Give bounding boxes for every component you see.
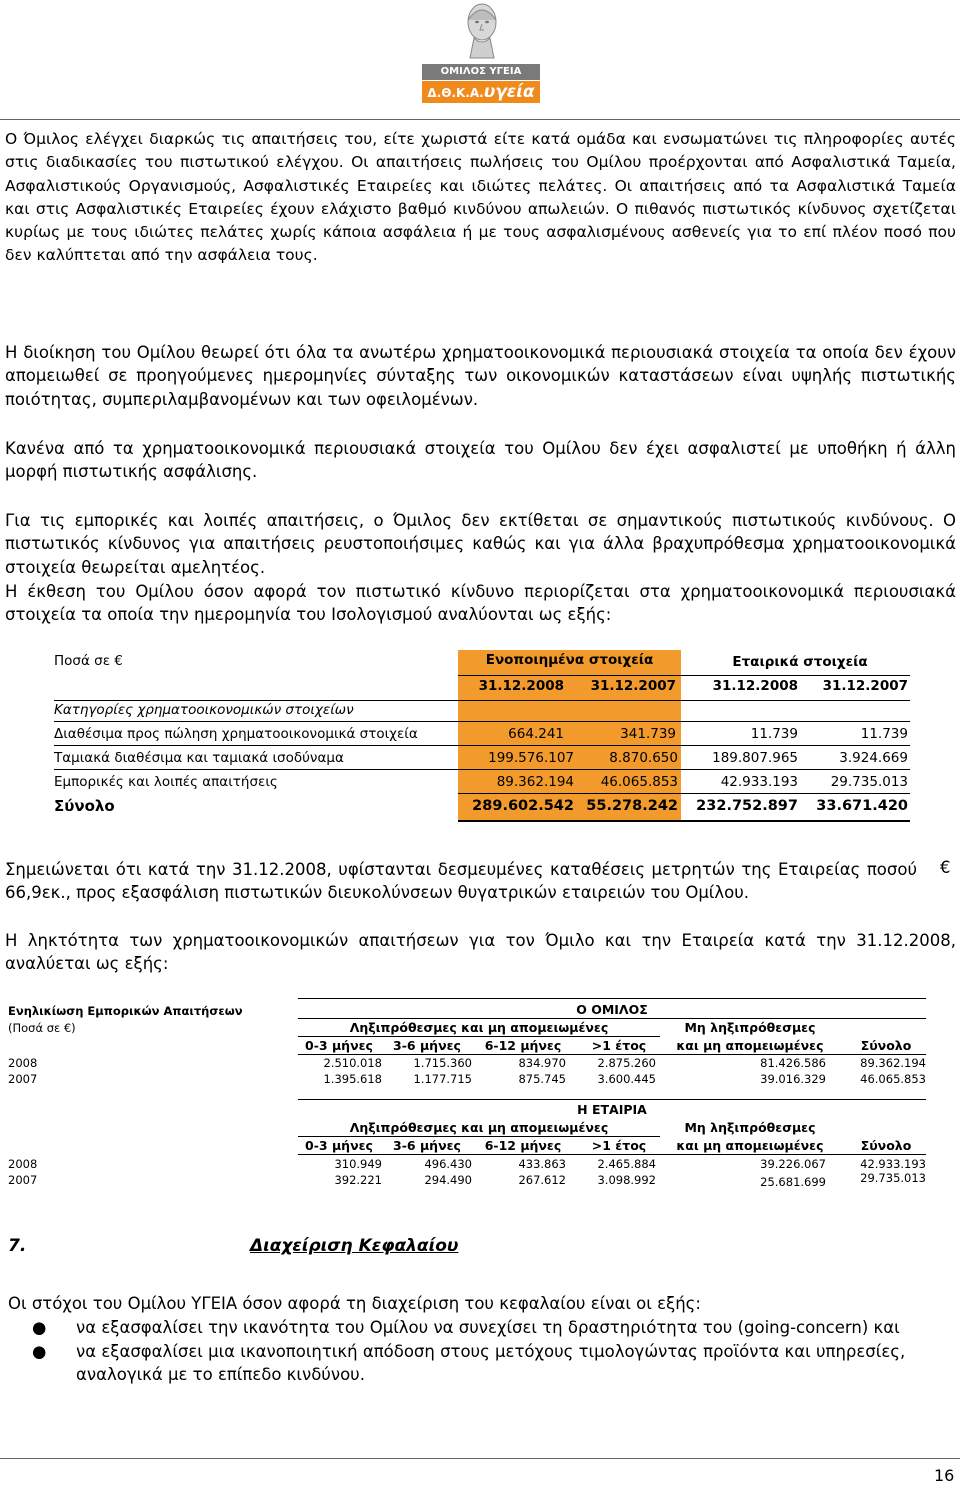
bucket-0-3: 0-3 μήνες (305, 1138, 373, 1153)
total-val-4: 33.671.420 (816, 798, 908, 814)
not-overdue-header-l1: Μη ληξιπρόθεσμες (684, 1020, 816, 1035)
c2007-not-overdue: 25.681.699 (760, 1175, 826, 1189)
total-header: Σύνολο (860, 1038, 912, 1053)
row-divider (54, 745, 910, 746)
g2008-b2: 1.715.360 (413, 1056, 472, 1070)
row-label-receivables: Εμπορικές και λοιπές απαιτήσεις (54, 774, 278, 790)
total-overline (458, 793, 910, 794)
bucket-6-12: 6-12 μήνες (484, 1038, 562, 1053)
group-topline (298, 998, 926, 999)
c2008-b1: 310.949 (334, 1157, 382, 1171)
aging-amounts-label: (Ποσά σε €) (8, 1021, 76, 1035)
bucket-3-6: 3-6 μήνες (393, 1138, 461, 1153)
row-rec-val-1: 89.362.194 (496, 774, 574, 790)
bullet-icon: ● (32, 1318, 47, 1337)
section-title: Διαχείριση Κεφαλαίου (250, 1236, 459, 1256)
row-rec-val-4: 29.735.013 (830, 774, 908, 790)
section-number: 7. (8, 1236, 27, 1256)
logo-brand-line2 (422, 81, 540, 103)
bullet-item-2: να εξασφαλίσει μια ικανοποιητική απόδοση στους μετόχους τιμολογώντας προϊόντα και υπηρεσίες, αναλογικά με το επίπεδο κινδύνου. (76, 1342, 906, 1385)
c2008-total: 42.933.193 (860, 1157, 926, 1171)
not-overdue-header-l1: Μη ληξιπρόθεσμες (684, 1120, 816, 1135)
paragraph-credit-control: Ο Όμιλος ελέγχει διαρκώς τις απαιτήσεις του, είτε χωριστά είτε κατά ομάδα και ενσωματώνει τις πληροφορίες αυτές στις διαδικασίες του πιστωτικού ελέγχου. Οι απαιτήσεις πωλήσεις του Ομίλου προέρχονται από Ασφαλιστικά Ταμεία, Ασφαλιστικούς Οργανισμούς, Ασφαλιστικές Εταιρείες και ιδιώτες πελάτες. Οι απαιτήσεις από τα Ασφαλιστικά Ταμεία και στις Ασφαλιστικές Εταιρείες έχουν ελάχιστο βαθμό κινδύνου απωλειών. Ο πιθανός πιστωτικός κίνδυνος σχετίζεται κυρίως με τους ιδιώτες πελάτες χωρίς κάποια ασφάλεια ή με τους ασφαλισμένους ασθενείς για το επί πλέον ποσό που δεν καλύπτεται από την ασφάλεια τους. (5, 130, 956, 265)
row-cash-val-4: 3.924.669 (839, 750, 908, 766)
paragraph-no-collateral: Κανένα από τα χρηματοοικονομικά περιουσιακά στοιχεία του Ομίλου δεν έχει ασφαλιστεί με υποθήκη ή άλλη μορφή πιστωτικής ασφάλισης. (5, 439, 956, 482)
c2007-b3: 267.612 (518, 1173, 566, 1187)
row-cash-val-3: 189.807.965 (712, 750, 798, 766)
row-cash-val-1: 199.576.107 (488, 750, 574, 766)
row-divider (54, 769, 910, 770)
company-header: Εταιρικά στοιχεία (732, 654, 868, 670)
g2008-total: 89.362.194 (860, 1056, 926, 1070)
bullet-icon: ● (32, 1342, 47, 1361)
total-val-1: 289.602.542 (472, 798, 574, 814)
c2008-b2: 496.430 (424, 1157, 472, 1171)
year-2007: 2007 (8, 1072, 38, 1086)
c2008-not-overdue: 39.226.067 (760, 1157, 826, 1171)
g2007-b4: 3.600.445 (597, 1072, 656, 1086)
year-2008: 2008 (8, 1056, 38, 1070)
row-cash-val-2: 8.870.650 (609, 750, 678, 766)
row-afs-val-4: 11.739 (860, 726, 908, 742)
bullet-item-1: να εξασφαλίσει την ικανότητα του Ομίλου να συνεχίσει τη δραστηριότητα του (going-concern) και (76, 1318, 900, 1337)
total-val-2: 55.278.242 (586, 798, 678, 814)
bucket-over-1y: >1 έτος (591, 1038, 647, 1053)
c2007-b2: 294.490 (424, 1173, 472, 1187)
col-date-2: 31.12.2007 (590, 678, 676, 694)
euro-sign: € (940, 858, 951, 877)
company-logo (422, 0, 540, 104)
category-label: Κατηγορίες χρηματοοικονομικών στοιχείων (54, 702, 354, 718)
page-number: 16 (934, 1466, 955, 1485)
bucket-0-3: 0-3 μήνες (305, 1038, 373, 1053)
total-underline (458, 820, 910, 822)
company-topline (298, 1099, 926, 1100)
g2008-b4: 2.875.260 (597, 1056, 656, 1070)
overdue-header: Ληξιπρόθεσμες και μη απομειωμένες (349, 1020, 609, 1035)
overdue-header: Ληξιπρόθεσμες και μη απομειωμένες (349, 1120, 609, 1135)
not-overdue-header-l2: και μη απομειωμένες (676, 1138, 824, 1153)
statue-bust-icon (452, 0, 512, 60)
category-underline (54, 721, 910, 722)
g2007-b2: 1.177.715 (413, 1072, 472, 1086)
aging-title: Ενηλικίωση Εμπορικών Απαιτήσεων (8, 1004, 243, 1018)
company-header: Η ΕΤΑΙΡΙΑ (577, 1102, 647, 1117)
year-2008: 2008 (8, 1157, 38, 1171)
row-rec-val-3: 42.933.193 (720, 774, 798, 790)
overdue-header-line (298, 1036, 660, 1037)
total-header: Σύνολο (860, 1138, 912, 1153)
total-label: Σύνολο (54, 797, 115, 815)
bucket-over-1y: >1 έτος (591, 1138, 647, 1153)
footer-rule (0, 1458, 960, 1459)
row-afs-val-1: 664.241 (508, 726, 564, 742)
col-date-1: 31.12.2008 (478, 678, 564, 694)
bucket-header-line (298, 1154, 926, 1155)
year-2007: 2007 (8, 1173, 38, 1187)
bucket-3-6: 3-6 μήνες (393, 1038, 461, 1053)
c2007-total: 29.735.013 (860, 1171, 926, 1185)
logo-main: υγεία (483, 82, 535, 102)
g2008-b1: 2.510.018 (323, 1056, 382, 1070)
overdue-header-line (298, 1136, 660, 1137)
bucket-header-line (298, 1054, 926, 1055)
logo-brand-line1: ΟΜΙΛΟΣ ΥΓΕΙΑ (422, 64, 540, 80)
logo-prefix: Δ.Θ.Κ.Α. (427, 86, 484, 100)
row-afs-val-2: 341.739 (620, 726, 676, 742)
g2008-b3: 834.970 (518, 1056, 566, 1070)
paragraph-trade-receivables: Για τις εμπορικές και λοιπές απαιτήσεις, ο Όμιλος δεν εκτίθεται σε σημαντικούς πιστωτικούς κινδύνους. Ο πιστωτικός κίνδυνος για απαιτήσεις ρευστοποιήσιμες καθώς και για άλλα βραχυπρόθεσμα χρηματοοικονομικά στοιχεία θεωρείται αμελητέος. (5, 511, 956, 577)
paragraph-restricted-deposits: Σημειώνεται ότι κατά την 31.12.2008, υφίστανται δεσμευμένες καταθέσεις μετρητών της Εταιρείας ποσού 66,9εκ., προς εξασφάλιση πιστωτικών διευκολύνσεων θυγατρικών εταιρειών του Ομίλου. (5, 860, 917, 903)
row-afs-val-3: 11.739 (750, 726, 798, 742)
consolidated-header: Ενοποιημένα στοιχεία (485, 652, 654, 668)
total-val-3: 232.752.897 (696, 798, 798, 814)
header-rule (0, 119, 960, 120)
bucket-6-12: 6-12 μήνες (484, 1138, 562, 1153)
paragraph-management-view: Η διοίκηση του Ομίλου θεωρεί ότι όλα τα ανωτέρω χρηματοοικονομικά περιουσιακά στοιχεία τα οποία δεν έχουν απομειωθεί σε προηγούμενες ημερομηνίες σύνταξης των οικονομικών καταστάσεων είναι υψηλής πιστωτικής ποιότητας, συμπεριλαμβανομένων και των οφειλομένων. (5, 343, 956, 409)
amounts-label: Ποσά σε € (54, 653, 123, 669)
not-overdue-header-l2: και μη απομειωμένες (676, 1038, 824, 1053)
row-label-afs: Διαθέσιμα προς πώληση χρηματοοικονομικά στοιχεία (54, 726, 418, 742)
paragraph-exposure: Η έκθεση του Ομίλου όσον αφορά τον πιστωτικό κίνδυνο περιορίζεται στα χρηματοοικονομικά περιουσιακά στοιχεία τα οποία την ημερομηνία του Ισολογισμού αναλύονται ως εξής: (5, 582, 956, 625)
c2007-b4: 3.098.992 (597, 1173, 656, 1187)
dates-underline (54, 700, 910, 701)
col-date-3: 31.12.2008 (712, 678, 798, 694)
group-header-line (298, 1018, 926, 1019)
row-rec-val-2: 46.065.853 (600, 774, 678, 790)
paragraph-maturity: Η ληκτότητα των χρηματοοικονομικών απαιτήσεων για τον Όμιλο και την Εταιρεία κατά την 31.12.2008, αναλύεται ως εξής: (5, 931, 956, 974)
group-header: Ο ΟΜΙΛΟΣ (576, 1002, 648, 1017)
section-intro: Οι στόχοι του Ομίλου ΥΓΕΙΑ όσον αφορά τη διαχείριση του κεφαλαίου είναι οι εξής: (8, 1294, 701, 1313)
g2007-b1: 1.395.618 (323, 1072, 382, 1086)
g2007-total: 46.065.853 (860, 1072, 926, 1086)
c2008-b3: 433.863 (518, 1157, 566, 1171)
header-underline (458, 675, 910, 676)
g2007-not-overdue: 39.016.329 (760, 1072, 826, 1086)
g2008-not-overdue: 81.426.586 (760, 1056, 826, 1070)
g2007-b3: 875.745 (518, 1072, 566, 1086)
c2008-b4: 2.465.884 (597, 1157, 656, 1171)
row-label-cash: Ταμιακά διαθέσιμα και ταμιακά ισοδύναμα (54, 750, 344, 766)
c2007-b1: 392.221 (334, 1173, 382, 1187)
col-date-4: 31.12.2007 (822, 678, 908, 694)
